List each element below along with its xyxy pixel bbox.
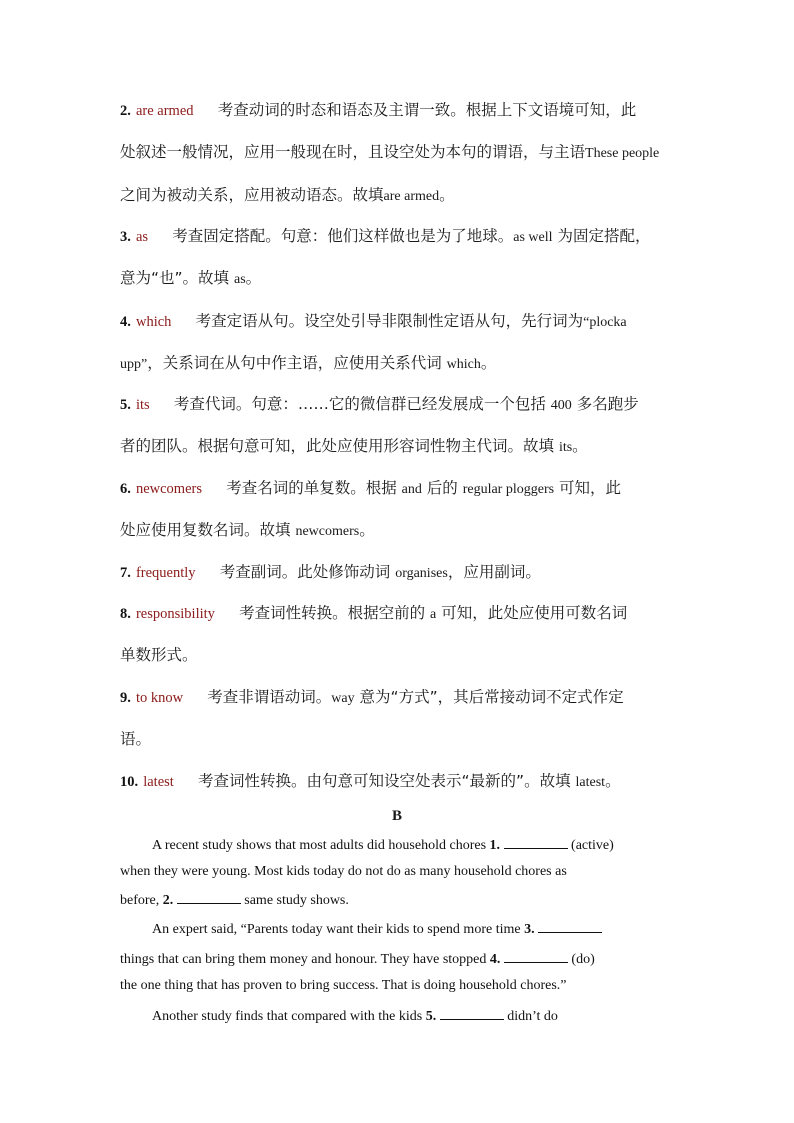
passage-text: (do) xyxy=(567,952,595,967)
explanation-english: latest xyxy=(575,775,606,790)
explanation-text: 后的 xyxy=(421,479,463,497)
explanation-text: 为固定搭配， xyxy=(552,227,651,245)
passage-text: An expert said, “Parents today want their kids to spend more time xyxy=(152,922,525,937)
answer-number: 3. xyxy=(120,229,131,245)
answer-text: its xyxy=(135,397,150,413)
explanation-text: 考查非谓语动词。 xyxy=(207,688,332,706)
explanation-text: ，关系词在从句中作主语，应使用关系代词 xyxy=(147,354,447,372)
passage-text: same study shows. xyxy=(240,893,349,908)
explanation-text: 考查定语从句。设空处引导非限制性定语从句，先行词为 xyxy=(195,312,584,330)
explanation-english: which xyxy=(446,357,481,372)
passage-text: (active) xyxy=(567,838,614,853)
explanation-text: 考查名词的单复数。根据 xyxy=(226,479,402,497)
explanation-text: 考查动词的时态和语态及主谓一致。根据上下文语境可知，此 xyxy=(217,101,637,119)
explanation-english: 400 xyxy=(550,398,572,413)
passage-line: the one thing that has proven to bring success. That is doing household chores.” xyxy=(120,978,567,993)
explanation-english: These people xyxy=(585,146,660,161)
blank-number: 3. xyxy=(524,922,535,937)
explanation-text: 语。 xyxy=(120,730,152,748)
punctuation: 。 xyxy=(572,437,588,455)
answer-number: 10. xyxy=(120,774,139,790)
explanation-text: 可知，此处应使用可数名词 xyxy=(436,604,628,622)
punctuation: 。 xyxy=(480,354,497,372)
explanation-text: 多名跑步 xyxy=(571,395,639,413)
explanation-english: and xyxy=(401,482,422,497)
passage-text: before, xyxy=(120,893,163,908)
explanation-english: are armed xyxy=(383,189,440,204)
blank-line xyxy=(538,920,602,933)
blank-number: 4. xyxy=(489,952,501,967)
punctuation: 。 xyxy=(359,521,375,539)
explanation-text: 之间为被动关系，应用被动语态。故填 xyxy=(120,186,384,204)
blank-number: 1. xyxy=(489,838,501,853)
answer-number: 6. xyxy=(120,481,131,497)
passage-line xyxy=(120,891,349,909)
punctuation: 。 xyxy=(245,269,262,287)
explanation-english: newcomers xyxy=(295,524,360,539)
passage-line xyxy=(152,836,614,854)
blank-line xyxy=(177,891,241,904)
explanation-english: way xyxy=(331,691,355,706)
answer-text: are armed xyxy=(135,103,194,119)
passage-line xyxy=(120,950,595,968)
section-title: B xyxy=(391,808,402,824)
explanation-text: 考查固定搭配。句意：他们这样做也是为了地球。 xyxy=(172,227,514,245)
explanation-text: 考查词性转换。由句意可知设空处表示“最新的”。故填 xyxy=(198,772,576,790)
answer-number: 2. xyxy=(120,103,131,119)
explanation-text: 意为“也”。故填 xyxy=(120,269,234,287)
blank-line xyxy=(504,836,568,849)
passage-text: didn’t do xyxy=(503,1009,558,1024)
answer-text: frequently xyxy=(135,565,196,581)
explanation-text: 可知，此 xyxy=(554,479,621,497)
explanation-english: its xyxy=(558,440,573,455)
answer-text: which xyxy=(135,314,172,330)
passage-text: A recent study shows that most adults did household chores xyxy=(152,838,490,853)
punctuation: 。 xyxy=(439,186,455,204)
answer-number: 4. xyxy=(120,314,131,330)
answer-text: newcomers xyxy=(135,481,202,497)
explanation-text: 单数形式。 xyxy=(120,646,198,664)
answer-text: as xyxy=(135,229,149,245)
explanation-english: as xyxy=(234,272,246,287)
explanation-text: 者的团队。根据句意可知，此处应使用形容词性物主代词。故填 xyxy=(120,437,559,455)
blank-number: 5. xyxy=(425,1009,437,1024)
explanation-text: 处叙述一般情况，应用一般现在时，且设空处为本句的谓语，与主语 xyxy=(120,143,586,161)
explanation-text: 处应使用复数名词。故填 xyxy=(120,521,296,539)
passage-line: when they were young. Most kids today do not do as many household chores as xyxy=(120,864,567,879)
blank-number: 2. xyxy=(162,893,174,908)
explanation-text: 考查代词。句意：……它的微信群已经发展成一个包括 xyxy=(173,395,551,413)
explanation-text: 考查副词。此处修饰动词 xyxy=(219,563,396,581)
answer-text: to know xyxy=(135,690,184,706)
explanation-text: 意为“方式”，其后常接动词不定式作定 xyxy=(354,688,624,706)
explanation-english: as well xyxy=(513,230,553,245)
passage-text: things that can bring them money and honour. They have stopped xyxy=(120,952,490,967)
blank-line xyxy=(440,1007,504,1020)
passage-line xyxy=(152,920,602,938)
answer-number: 7. xyxy=(120,565,131,581)
blank-line xyxy=(504,950,568,963)
answer-text: responsibility xyxy=(135,606,215,622)
answer-number: 9. xyxy=(120,690,131,706)
explanation-english: upp” xyxy=(120,357,148,372)
answer-text: latest xyxy=(143,774,174,790)
explanation-text: ，应用副词。 xyxy=(447,563,541,581)
explanation-english: regular ploggers xyxy=(462,482,555,497)
passage-line xyxy=(152,1007,558,1025)
passage-text: Another study finds that compared with the kids xyxy=(152,1009,426,1024)
punctuation: 。 xyxy=(605,772,621,790)
explanation-text: 考查词性转换。根据空前的 xyxy=(239,604,431,622)
explanation-english: a xyxy=(430,607,437,622)
answer-number: 8. xyxy=(120,606,131,622)
explanation-english: organises xyxy=(395,566,448,581)
explanation-english: “plocka xyxy=(583,315,627,330)
answer-number: 5. xyxy=(120,397,131,413)
